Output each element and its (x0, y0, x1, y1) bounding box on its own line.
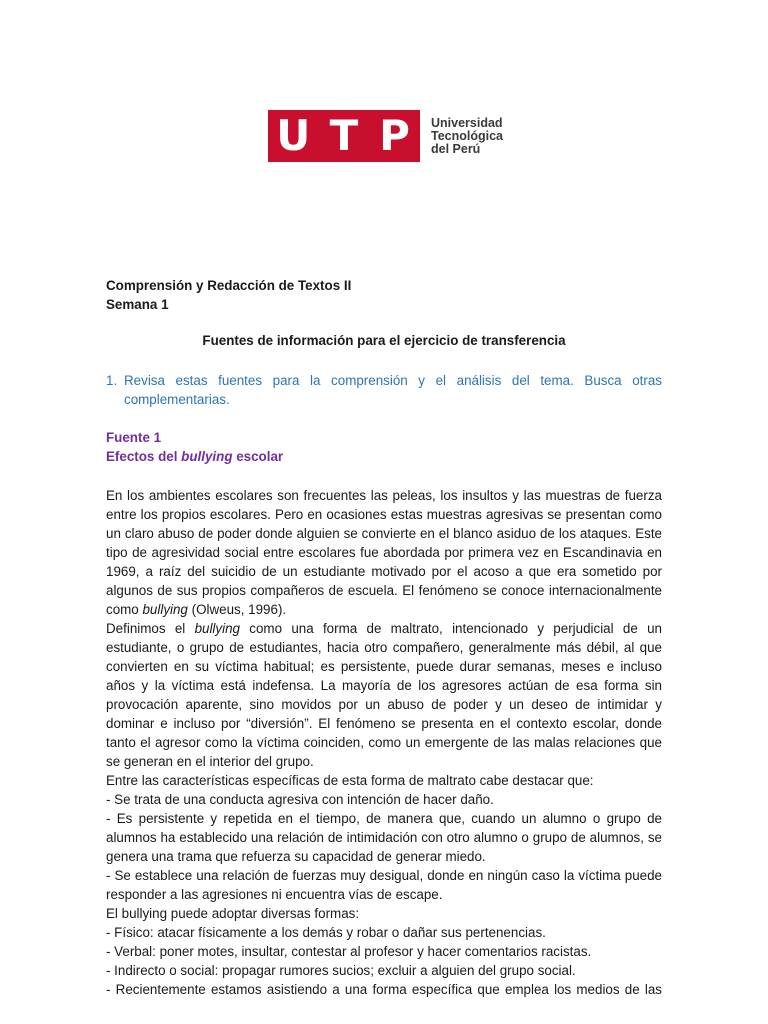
instruction-item (106, 371, 662, 409)
list-item: - Es persistente y repetida en el tiempo, de manera que, cuando un alumno o grupo de alumnos ha establecido una relación de intimidación con otro alumno o grupo de alumnos, se genera una trama que refuerza su capacidad de generar miedo. (106, 811, 662, 864)
list-item: - Se trata de una conducta agresiva con intención de hacer daño. (106, 792, 494, 807)
list-item: - Verbal: poner motes, insultar, contestar al profesor y hacer comentarios racistas. (106, 944, 592, 959)
logo-letter-u: U (276, 111, 311, 160)
source-label: Fuente 1 (106, 430, 162, 445)
list-item: - Se establece una relación de fuerzas muy desigual, donde en ningún caso la víctima puede responder a las agresiones ni encuentra vías de escape. (106, 868, 662, 902)
course-header (106, 276, 662, 314)
instruction-number: 1. (106, 373, 118, 388)
list-item: - Recientemente estamos asistiendo a una forma específica que emplea los medios de las (106, 982, 662, 997)
source-heading (106, 428, 662, 466)
logo-mark (268, 110, 420, 162)
logo-wordmark (431, 117, 503, 156)
instruction-text: Revisa estas fuentes para la comprensión y el análisis del tema. Busca otras complementarias. (124, 373, 662, 407)
list-item: - Indirecto o social: propagar rumores sucios; excluir a alguien del grupo social. (106, 963, 576, 978)
paragraph-2: Definimos el bullying como una forma de maltrato, intencionado y perjudicial de un estudiante, o grupo de estudiantes, hacia otro compañero, generalmente más débil, al que convierten en su víctima habitual; es persistente, puede durar semanas, meses e incluso años y la víctima está indefensa. La mayoría de los agresores actúan de esa forma sin provocación aparente, sino movidos por un abuso de poder y un deseo de intimidar y dominar e incluso por “diversión”. El fenómeno se presenta en el contexto escolar, donde tanto el agresor como la víctima coinciden, como un emergente de las malas relaciones que se generan en el interior del grupo. (106, 621, 662, 769)
logo-line-1: Universidad (431, 115, 503, 130)
source-title: Efectos del bullying escolar (106, 449, 284, 464)
paragraph-forms: El bullying puede adoptar diversas formas: (106, 906, 360, 921)
logo-letter-p: P (379, 111, 410, 160)
utp-logo (268, 110, 503, 162)
course-name: Comprensión y Redacción de Textos II (106, 278, 352, 293)
course-week: Semana 1 (106, 297, 169, 312)
paragraph-1: En los ambientes escolares son frecuentes las peleas, los insultos y las muestras de fuerza entre los propios escolares. Pero en ocasiones estas muestras agresivas se presentan como un claro abuso de poder donde alguien se convierte en el blanco asiduo de los ataques. Este tipo de agresividad social entre escolares fue abordada por primera vez en Escandinavia en 1969, a raíz del suicidio de un estudiante motivado por el acoso a que era sometido por algunos de sus propios compañeros de escuela. El fenómeno se conoce internacionalmente como bullying (Olweus, 1996). (106, 488, 662, 617)
document-title: Fuentes de información para el ejercicio de transferencia (202, 333, 566, 348)
logo-line-2: Tecnológica (431, 128, 504, 143)
source-title-emphasis: bullying (181, 449, 233, 464)
logo-letter-t: T (329, 111, 359, 160)
list-item: - Físico: atacar físicamente a los demás y robar o dañar sus pertenencias. (106, 925, 546, 940)
body-text (106, 486, 662, 999)
paragraph-3: Entre las características específicas de esta forma de maltrato cabe destacar que: (106, 773, 594, 788)
logo-line-3: del Perú (431, 141, 481, 156)
